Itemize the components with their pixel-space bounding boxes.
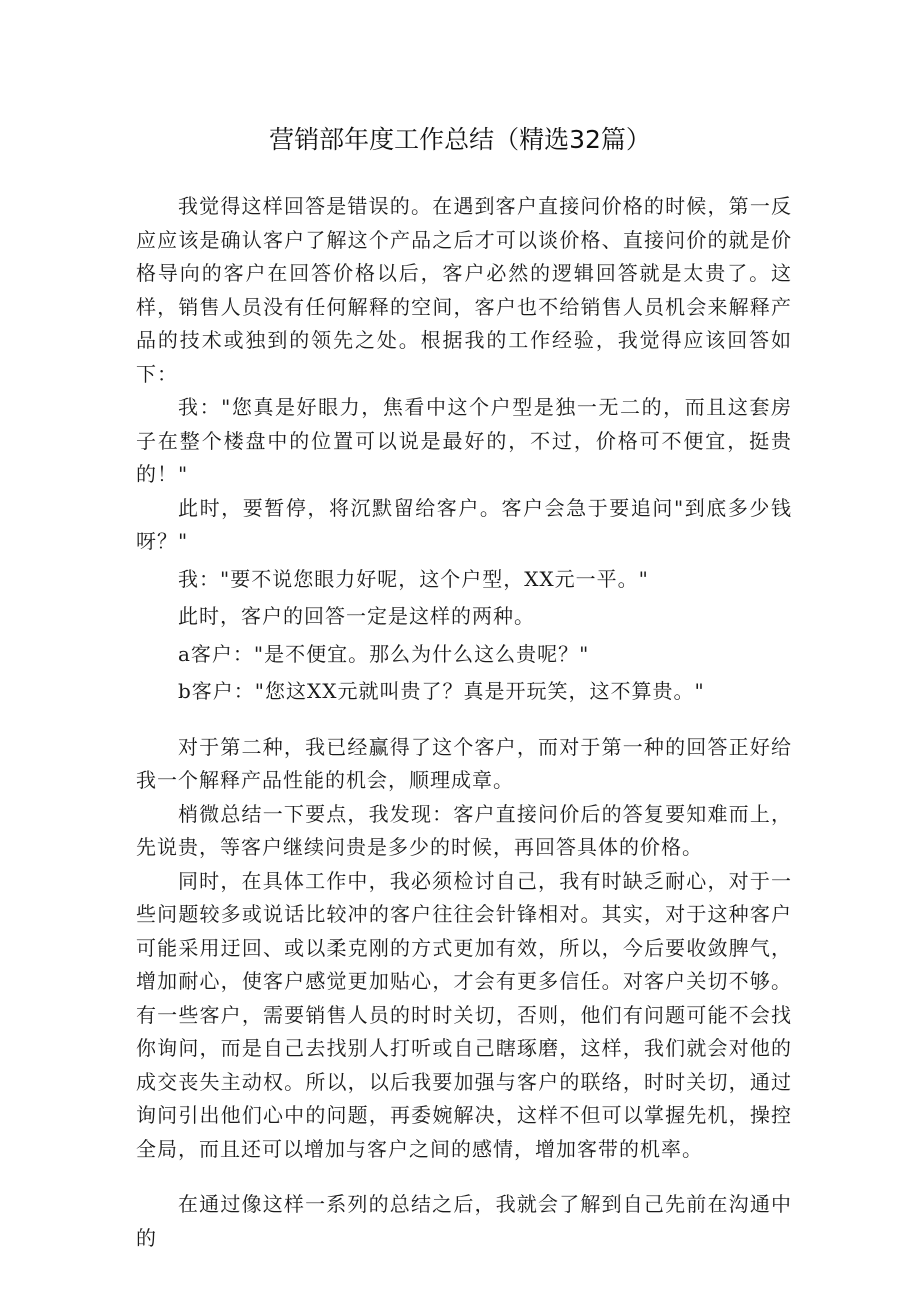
paragraph: 我："要不说您眼力好呢，这个户型，XX元一平。": [178, 566, 649, 591]
paragraph: 此时，要暂停，将沉默留给客户。客户会急于要追问"到底多少钱呀？": [136, 495, 792, 553]
paragraph: 梢微总结一下要点，我发现：客户直接问价后的答复要知难而上，先说贵，等客户继续问贵是多少的时候，再回答具体的价格。: [136, 801, 792, 859]
paragraph: 此时，客户的回答一定是这样的两种。: [178, 604, 535, 628]
document-title: 营销部年度工作总结（精选32篇）: [269, 125, 651, 154]
paragraph: 我："您真是好眼力，焦看中这个户型是独一无二的，而且这套房子在整个楼盘中的位置可以说是最好的，不过，价格可不便宜，挺贵的！": [136, 395, 792, 486]
paragraph: a客户："是不便宜。那么为什么这么贵呢？": [178, 641, 590, 666]
paragraph: 我觉得这样回答是错误的。在遇到客户直接问价格的时候，第一反应应该是确认客户了解这个产品之后才可以谈价格、直接问价的就是价格导向的客户在回答价格以后，客户必然的逻辑回答就是太贵了。这样，销售人员没有任何解释的空间，客户也不给销售人员机会来解释产品的技术或独到的领先之处。根据我的工作经验，我觉得应该回答如下：: [136, 194, 792, 386]
paragraph: b客户："您这XX元就叫贵了？真是开玩笑，这不算贵。": [178, 679, 705, 703]
paragraph: 同时，在具体工作中，我必须检讨自己，我有时缺乏耐心，对于一些问题较多或说话比较冲的客户往往会针锋相对。其实，对于这种客户可能采用迂回、或以柔克刚的方式更加有效，所以，今后要收敛脾气，增加耐心，使客户感觉更加贴心，才会有更多信任。对客户关切不够。有一些客户，需要销售人员的时时关切，否则，他们有问题可能不会找你询问，而是自己去找别人打听或自己瞎琢磨，这样，我们就会对他的成交丧失主动权。所以，以后我要加强与客户的联络，时时关切，通过询问引出他们心中的问题，再委婉解决，这样不但可以掌握先机，操控全局，而且还可以增加与客户之间的感情，增加客带的机率。: [136, 868, 792, 1161]
paragraph: 在通过像这样一系列的总结之后，我就会了解到自己先前在沟通中的: [136, 1192, 792, 1250]
document-body: [136, 190, 792, 1255]
paragraph: 对于第二种，我已经赢得了这个客户，而对于第一种的回答正好给我一个解释产品性能的机会，顺理成章。: [136, 734, 792, 792]
